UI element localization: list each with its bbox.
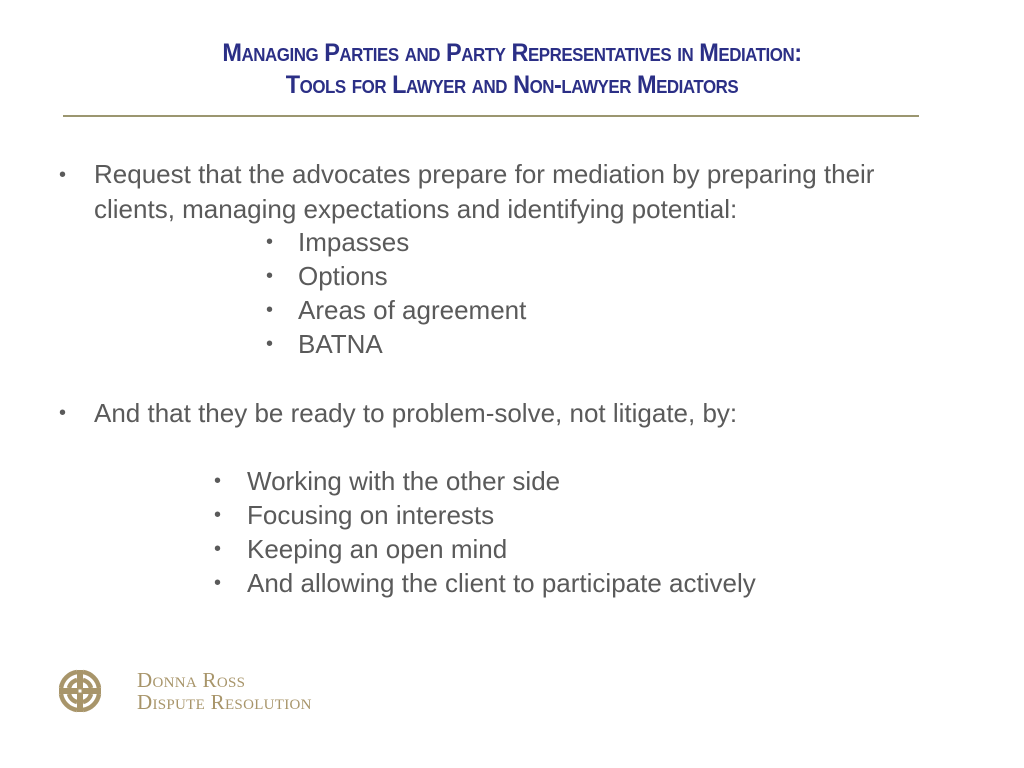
bullet-marker: • bbox=[59, 164, 67, 186]
slide-title-line2: Tools for Lawyer and Non-lawyer Mediators bbox=[285, 71, 739, 99]
sub-item-keeping-open-mind: Keeping an open mind bbox=[247, 534, 508, 564]
bullet-1-line2: clients, managing expectations and identifying potential: bbox=[94, 194, 738, 224]
sub-bullet-marker: • bbox=[214, 538, 222, 560]
sub-bullet-marker: • bbox=[214, 470, 222, 492]
sub-item-impasses: Impasses bbox=[298, 227, 410, 257]
sub-bullet-marker: • bbox=[214, 572, 222, 594]
donna-ross-logo-icon bbox=[57, 668, 103, 714]
logo-name-line2: Dispute Resolution bbox=[137, 690, 312, 714]
bullet-marker: • bbox=[59, 402, 67, 424]
logo-name-line1: Donna Ross bbox=[137, 668, 246, 692]
sub-item-areas-of-agreement: Areas of agreement bbox=[298, 295, 527, 325]
sub-bullet-marker: • bbox=[266, 333, 274, 355]
sub-item-options: Options bbox=[298, 261, 388, 291]
slide-title-line1: Managing Parties and Party Representatives in Mediation: bbox=[222, 39, 802, 67]
sub-bullet-marker: • bbox=[214, 504, 222, 526]
sub-bullet-marker: • bbox=[266, 299, 274, 321]
bullet-1-line1: Request that the advocates prepare for mediation by preparing their bbox=[94, 159, 875, 189]
sub-bullet-marker: • bbox=[266, 265, 274, 287]
sub-item-batna: BATNA bbox=[298, 329, 383, 359]
sub-bullet-marker: • bbox=[266, 231, 274, 253]
bullet-2-text: And that they be ready to problem-solve, not litigate, by: bbox=[94, 398, 738, 428]
sub-item-working-with-other-side: Working with the other side bbox=[247, 466, 561, 496]
sub-item-focusing-on-interests: Focusing on interests bbox=[247, 500, 495, 530]
title-divider bbox=[63, 115, 919, 117]
sub-item-allowing-client-participate: And allowing the client to participate actively bbox=[247, 568, 756, 598]
